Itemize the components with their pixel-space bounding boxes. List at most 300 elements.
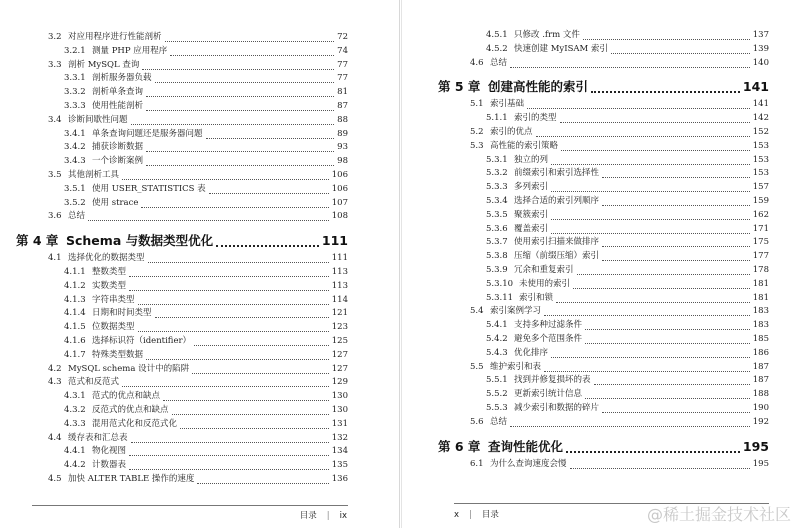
entry-title: 诊断间歇性问题 <box>68 114 128 125</box>
entry-title: 创建高性能的索引 <box>488 79 589 95</box>
entry-title: 多列索引 <box>514 182 549 193</box>
toc-entry <box>454 402 769 416</box>
entry-title: 更新索引统计信息 <box>514 389 583 400</box>
dot-leader <box>170 55 334 56</box>
footer-separator: | <box>326 511 330 521</box>
entry-number: 3.2.1 <box>64 45 86 56</box>
entry-number: 5.4.1 <box>486 320 508 331</box>
entry-page: 130 <box>331 391 348 402</box>
toc-entry <box>454 347 769 361</box>
dot-leader <box>602 412 750 413</box>
dot-leader <box>583 39 750 40</box>
dot-leader <box>551 233 750 234</box>
dot-leader <box>561 150 750 151</box>
dot-leader <box>602 246 750 247</box>
dot-leader <box>122 179 329 180</box>
toc-entry <box>454 416 769 430</box>
footer-page-number: ix <box>339 511 347 521</box>
footer-rule <box>32 505 348 506</box>
toc-entry <box>32 390 348 404</box>
entry-number: 5.3.5 <box>486 209 508 220</box>
entry-number: 4.1.5 <box>64 322 86 333</box>
entry-page: 187 <box>752 375 769 386</box>
entry-number: 4.1.6 <box>64 336 86 346</box>
toc-entry <box>32 321 348 335</box>
footer-rule <box>454 503 769 504</box>
entry-title: 索引基础 <box>490 99 525 110</box>
dot-leader <box>131 442 329 443</box>
entry-page: 137 <box>752 30 769 40</box>
entry-title: 压缩（前缀压缩）索引 <box>514 251 600 262</box>
toc-entry <box>32 72 348 86</box>
entry-page: 152 <box>752 127 769 137</box>
entry-page: 159 <box>752 196 769 206</box>
entry-number: 3.5.2 <box>64 197 86 208</box>
entry-page: 77 <box>337 59 348 70</box>
entry-title: 实数类型 <box>92 280 127 291</box>
entry-page: 88 <box>337 114 348 125</box>
entry-page: 107 <box>331 197 348 208</box>
dot-leader <box>155 82 334 83</box>
entry-title: 使用性能剖析 <box>92 101 144 111</box>
dot-leader <box>131 124 334 125</box>
entry-page: 108 <box>331 211 348 222</box>
entry-number: 4.1 <box>48 253 62 264</box>
dot-leader <box>566 451 740 453</box>
entry-number: 3.3.1 <box>64 73 86 84</box>
entry-page: 93 <box>337 142 348 153</box>
toc-entry <box>454 250 769 264</box>
dot-leader <box>146 151 334 152</box>
entry-title: 剖析 MySQL 查询 <box>68 59 140 70</box>
entry-page: 113 <box>331 280 348 291</box>
entry-title: 快速创建 MyISAM 索引 <box>514 43 608 54</box>
entry-title: 支持多种过滤条件 <box>514 320 583 331</box>
toc-entry <box>454 278 769 292</box>
entry-page: 188 <box>752 389 769 400</box>
toc-entry <box>32 169 348 183</box>
entry-page: 123 <box>331 322 348 333</box>
entry-title: 索引和锁 <box>519 292 554 303</box>
entry-number: 5.3 <box>470 140 484 151</box>
entry-page: 72 <box>337 32 348 42</box>
entry-title: 索引的类型 <box>514 113 557 124</box>
entry-page: 127 <box>331 349 348 360</box>
entry-title: 位数据类型 <box>92 322 135 333</box>
page-footer <box>300 510 347 522</box>
toc-entry <box>32 141 348 155</box>
dot-leader <box>510 426 750 427</box>
entry-number: 4.5.1 <box>486 30 508 40</box>
toc-entry <box>32 86 348 100</box>
dot-leader <box>172 414 329 415</box>
dot-leader <box>129 276 329 277</box>
dot-leader <box>551 219 750 220</box>
dot-leader <box>129 290 329 291</box>
entry-number: 3.4.3 <box>64 156 86 167</box>
entry-number: 3.3.3 <box>64 101 86 111</box>
entry-number: 5.3.9 <box>486 265 508 275</box>
dot-leader <box>146 96 334 97</box>
toc-entry <box>454 209 769 223</box>
toc-entry <box>454 361 769 375</box>
dot-leader <box>148 262 329 263</box>
dot-leader <box>551 164 750 165</box>
footer-section: 目录 <box>481 510 499 520</box>
dot-leader <box>129 469 329 470</box>
chapter-heading <box>438 436 769 458</box>
entry-number: 第 5 章 <box>438 79 481 95</box>
dot-leader <box>544 315 750 316</box>
toc-entry <box>32 197 348 211</box>
entry-number: 3.4.2 <box>64 142 86 153</box>
entry-title: 只修改 .frm 文件 <box>514 30 580 40</box>
dot-leader <box>138 331 329 332</box>
page-footer <box>454 509 499 521</box>
entry-page: 74 <box>337 45 348 56</box>
dot-leader <box>602 205 750 206</box>
entry-number: 4.6 <box>470 57 484 68</box>
entry-title: 减少索引和数据的碎片 <box>514 403 600 413</box>
entry-page: 157 <box>752 182 769 193</box>
entry-page: 131 <box>331 418 348 429</box>
entry-page: 129 <box>331 377 348 388</box>
dot-leader <box>216 245 319 247</box>
entry-page: 81 <box>337 87 348 98</box>
entry-title: 使用 strace <box>92 197 139 208</box>
entry-number: 4.3 <box>48 377 62 388</box>
toc-list <box>16 0 348 500</box>
entry-title: 日期和时间类型 <box>92 308 152 319</box>
entry-number: 3.4 <box>48 114 62 125</box>
dot-leader <box>560 122 750 123</box>
dot-leader <box>142 69 334 70</box>
toc-entry <box>32 294 348 308</box>
entry-title: 总结 <box>490 57 508 68</box>
entry-page: 98 <box>337 156 348 167</box>
entry-number: 5.1.1 <box>486 113 508 124</box>
toc-entry <box>32 31 348 45</box>
entry-title: 独立的列 <box>514 154 549 165</box>
entry-page: 181 <box>752 292 769 303</box>
entry-title: 优化排序 <box>514 347 549 358</box>
entry-page: 178 <box>752 265 769 275</box>
entry-title: 索引案例学习 <box>490 306 542 317</box>
toc-entry <box>454 305 769 319</box>
entry-page: 175 <box>752 237 769 248</box>
dot-leader <box>194 345 329 346</box>
entry-number: 5.3.6 <box>486 223 508 234</box>
dot-leader <box>146 359 329 360</box>
entry-number: 5.5.3 <box>486 403 508 413</box>
dot-leader <box>206 138 334 139</box>
chapter-heading <box>438 76 769 98</box>
toc-entry <box>32 128 348 142</box>
entry-page: 142 <box>752 113 769 124</box>
toc-entry <box>32 432 348 446</box>
entry-title: 物化视图 <box>92 446 127 457</box>
dot-leader <box>544 371 750 372</box>
entry-title: 其他剖析工具 <box>68 170 120 180</box>
toc-entry <box>32 59 348 73</box>
toc-entry <box>32 114 348 128</box>
toc-entry <box>32 363 348 377</box>
entry-number: 4.4 <box>48 432 62 443</box>
dot-leader <box>197 483 329 484</box>
toc-entry <box>454 236 769 250</box>
entry-number: 第 4 章 <box>16 233 59 249</box>
entry-number: 3.3.2 <box>64 87 86 98</box>
entry-number: 4.4.2 <box>64 460 86 471</box>
entry-number: 5.4 <box>470 306 484 317</box>
entry-title: 捕获诊断数据 <box>92 142 144 153</box>
dot-leader <box>122 386 329 387</box>
entry-number: 3.3 <box>48 59 62 70</box>
entry-number: 5.3.1 <box>486 154 508 165</box>
footer-separator: | <box>469 510 472 520</box>
entry-title: 找到并修复损坏的表 <box>514 375 591 386</box>
toc-entry <box>454 319 769 333</box>
dot-leader <box>585 398 750 399</box>
dot-leader <box>129 455 329 456</box>
dot-leader <box>573 288 750 289</box>
toc-entry <box>32 459 348 473</box>
entry-page: 111 <box>321 233 348 249</box>
entry-number: 5.3.2 <box>486 168 508 179</box>
entry-title: 一个诊断案例 <box>92 156 144 167</box>
entry-page: 153 <box>752 154 769 165</box>
entry-number: 5.1 <box>470 99 484 110</box>
dot-leader <box>209 193 329 194</box>
entry-title: 范式的优点和缺点 <box>92 391 161 402</box>
dot-leader <box>138 304 329 305</box>
toc-entry <box>32 376 348 390</box>
entry-page: 181 <box>752 278 769 289</box>
toc-entry <box>454 292 769 306</box>
entry-page: 77 <box>337 73 348 84</box>
dot-leader <box>155 317 329 318</box>
entry-title: Schema 与数据类型优化 <box>66 233 214 249</box>
entry-number: 5.3.11 <box>486 292 514 303</box>
entry-page: 136 <box>331 474 348 484</box>
dot-leader <box>165 41 334 42</box>
entry-title: 对应用程序进行性能剖析 <box>68 32 162 42</box>
entry-page: 106 <box>331 183 348 194</box>
toc-entry <box>454 167 769 181</box>
toc-entry <box>454 112 769 126</box>
dot-leader <box>602 260 750 261</box>
dot-leader <box>577 274 750 275</box>
entry-page: 132 <box>331 432 348 443</box>
entry-number: 5.5.2 <box>486 389 508 400</box>
dot-leader <box>146 110 334 111</box>
dot-leader <box>556 302 750 303</box>
entry-page: 125 <box>331 336 348 346</box>
entry-title: 范式和反范式 <box>68 377 120 388</box>
entry-number: 3.4.1 <box>64 128 86 139</box>
toc-entry <box>454 388 769 402</box>
toc-entry <box>454 29 769 43</box>
entry-title: 混用范式化和反范式化 <box>92 418 178 429</box>
footer-section: 目录 <box>299 511 317 521</box>
dot-leader <box>611 53 750 54</box>
chapter-heading <box>16 230 348 252</box>
dot-leader <box>163 400 329 401</box>
right-page <box>401 0 798 528</box>
dot-leader <box>551 191 750 192</box>
entry-title: 避免多个范围条件 <box>514 334 583 344</box>
entry-title: 总结 <box>68 211 86 222</box>
entry-title: 剖析单条查询 <box>92 87 144 98</box>
entry-number: 5.4.2 <box>486 334 508 344</box>
entry-number: 4.5 <box>48 474 62 484</box>
dot-leader <box>146 165 334 166</box>
toc-entry <box>454 126 769 140</box>
entry-page: 87 <box>337 101 348 111</box>
entry-page: 141 <box>752 99 769 110</box>
entry-title: 前缀索引和索引选择性 <box>514 168 600 179</box>
entry-number: 5.5.1 <box>486 375 508 386</box>
dot-leader <box>591 91 740 93</box>
entry-page: 113 <box>331 267 348 277</box>
dot-leader <box>180 428 329 429</box>
entry-number: 4.3.3 <box>64 418 86 429</box>
toc-entry <box>454 154 769 168</box>
toc-entry <box>454 195 769 209</box>
entry-page: 192 <box>752 416 769 427</box>
toc-entry <box>454 140 769 154</box>
entry-number: 5.3.3 <box>486 182 508 193</box>
toc-entry <box>32 266 348 280</box>
dot-leader <box>88 220 329 221</box>
entry-page: 135 <box>331 460 348 471</box>
dot-leader <box>602 177 750 178</box>
entry-page: 127 <box>331 363 348 374</box>
entry-page: 171 <box>752 223 769 234</box>
toc-entry <box>32 418 348 432</box>
entry-page: 114 <box>331 294 348 305</box>
entry-page: 153 <box>752 168 769 179</box>
watermark: @稀土掘金技术社区 <box>646 505 791 524</box>
dot-leader <box>570 468 750 469</box>
toc-entry <box>454 374 769 388</box>
toc-entry <box>32 45 348 59</box>
dot-leader <box>585 329 750 330</box>
footer-page-number: x <box>454 510 460 520</box>
toc-entry <box>32 307 348 321</box>
entry-title: 剖析服务器负载 <box>92 73 152 84</box>
dot-leader <box>594 384 750 385</box>
entry-title: 覆盖索引 <box>514 223 549 234</box>
entry-number: 5.5 <box>470 361 484 372</box>
entry-number: 4.3.1 <box>64 391 86 402</box>
toc-entry <box>32 349 348 363</box>
toc-entry <box>32 183 348 197</box>
entry-number: 5.3.4 <box>486 196 508 206</box>
entry-number: 4.5.2 <box>486 43 508 54</box>
entry-title: 为什么查询速度会慢 <box>490 458 567 469</box>
toc-entry <box>32 404 348 418</box>
entry-page: 141 <box>742 79 769 95</box>
entry-title: 查询性能优化 <box>488 438 564 454</box>
entry-number: 第 6 章 <box>438 438 481 454</box>
entry-page: 187 <box>752 361 769 372</box>
dot-leader <box>192 373 329 374</box>
dot-leader <box>536 136 750 137</box>
entry-number: 4.1.4 <box>64 308 86 319</box>
entry-title: 索引的优点 <box>490 127 533 137</box>
entry-page: 195 <box>752 458 769 469</box>
entry-title: 加快 ALTER TABLE 操作的速度 <box>68 474 195 484</box>
entry-page: 183 <box>752 320 769 331</box>
entry-number: 4.1.3 <box>64 294 86 305</box>
entry-number: 4.3.2 <box>64 405 86 415</box>
entry-title: 聚簇索引 <box>514 209 549 220</box>
toc-entry <box>32 335 348 349</box>
entry-number: 5.3.10 <box>486 278 514 289</box>
entry-page: 89 <box>337 128 348 139</box>
entry-number: 4.1.7 <box>64 349 86 360</box>
dot-leader <box>551 357 750 358</box>
entry-page: 106 <box>331 170 348 180</box>
entry-title: 计数器表 <box>92 460 127 471</box>
entry-page: 134 <box>331 446 348 457</box>
entry-number: 4.1.1 <box>64 267 86 277</box>
entry-number: 4.4.1 <box>64 446 86 457</box>
entry-title: 反范式的优点和缺点 <box>92 405 169 415</box>
entry-title: 整数类型 <box>92 267 127 277</box>
toc-entry <box>32 210 348 224</box>
entry-page: 121 <box>331 308 348 319</box>
entry-number: 4.2 <box>48 363 62 374</box>
toc-entry <box>454 333 769 347</box>
entry-page: 139 <box>752 43 769 54</box>
toc-entry <box>454 43 769 57</box>
entry-page: 153 <box>752 140 769 151</box>
entry-number: 3.2 <box>48 32 62 42</box>
dot-leader <box>510 67 750 68</box>
entry-title: 未使用的索引 <box>519 278 571 289</box>
entry-page: 130 <box>331 405 348 415</box>
entry-title: 单条查询问题还是服务器问题 <box>92 128 203 139</box>
entry-page: 183 <box>752 306 769 317</box>
entry-title: 缓存表和汇总表 <box>68 432 128 443</box>
toc-entry <box>454 181 769 195</box>
entry-number: 6.1 <box>470 458 484 469</box>
entry-title: 总结 <box>490 416 508 427</box>
dot-leader <box>141 207 329 208</box>
toc-entry <box>32 473 348 487</box>
dot-leader <box>585 343 750 344</box>
entry-page: 186 <box>752 347 769 358</box>
entry-title: 选择标识符（identifier） <box>92 336 192 346</box>
entry-number: 5.3.7 <box>486 237 508 248</box>
entry-title: 特殊类型数据 <box>92 349 144 360</box>
entry-number: 5.6 <box>470 416 484 427</box>
toc-entry <box>454 264 769 278</box>
entry-number: 3.6 <box>48 211 62 222</box>
entry-title: 测量 PHP 应用程序 <box>92 45 168 56</box>
entry-page: 111 <box>331 253 348 264</box>
entry-number: 4.1.2 <box>64 280 86 291</box>
entry-page: 140 <box>752 57 769 68</box>
toc-entry <box>454 57 769 71</box>
entry-title: 选择合适的索引列顺序 <box>514 196 600 206</box>
entry-title: MySQL schema 设计中的陷阱 <box>68 363 190 374</box>
entry-number: 5.2 <box>470 127 484 137</box>
entry-title: 高性能的索引策略 <box>490 140 559 151</box>
entry-title: 字符串类型 <box>92 294 135 305</box>
